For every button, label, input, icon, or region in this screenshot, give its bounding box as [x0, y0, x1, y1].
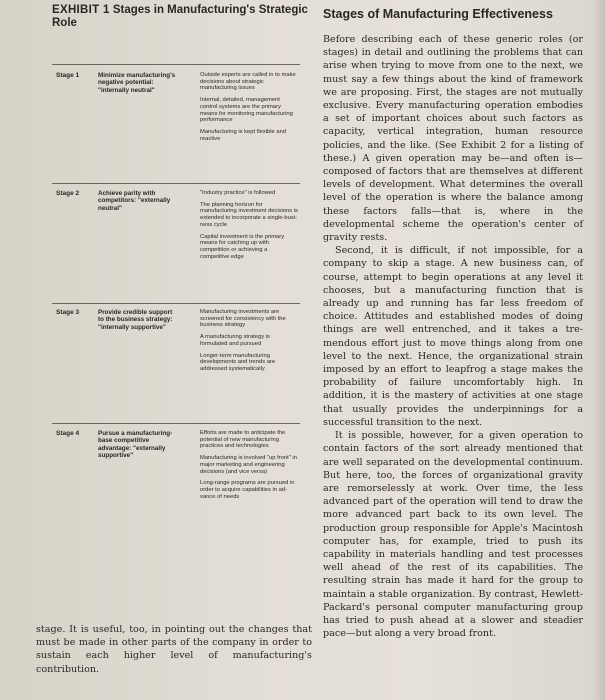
stage-row [52, 430, 304, 560]
stage-row [52, 309, 304, 421]
stage-item: Outside experts are called in to make decisions about strategic manufacturing issues [200, 72, 296, 92]
stage-number: Stage 4 [56, 430, 80, 437]
section-body [323, 33, 583, 640]
divider [52, 183, 300, 184]
exhibit-table [46, 2, 308, 610]
stage-number: Stage 3 [56, 309, 80, 316]
stage-item: Manufacturing is kept flexible and reactive [200, 128, 287, 142]
stage-number: Stage 1 [56, 72, 80, 79]
divider [52, 64, 300, 65]
stage-items [200, 430, 298, 505]
exhibit-title [52, 4, 308, 30]
divider [52, 303, 300, 304]
stage-item: Efforts are made to anticipate the potential of new manufacturing practices and technologies [200, 430, 286, 450]
stage-item: Longer-term manufacturing developments and trends are addressed systematically [200, 352, 276, 372]
paragraph: Before describing each of these generic roles (or stages) in detail and outlining the problems that can arise when trying to move from one to the next, we must say a few things about the kind of framework we are proposing. First, the stages are not mutually exclusive. Every manufacturing operation embodies a set of important choices about such factors as capacity, vertical integration, human resource policies, and the like. (See Exhibit 2 for a listing of these.) A given operation may be—and often is—composed of factors that are themselves at different levels of development. What determines the overall level of the operation is where the balance among these factors falls—that is, where in the developmental scheme the operation's center of gravity rests. [323, 34, 583, 244]
exhibit-caption: Stages in Manufacturing's Strategic Role [52, 4, 308, 29]
stage-item: Manufacturing investments are screened for consistency with the business strategy [200, 309, 286, 329]
divider [52, 423, 300, 424]
page-edge-shadow [591, 0, 605, 700]
section-heading: Stages of Manufacturing Effectiveness [323, 7, 553, 21]
paragraph: Second, it is difficult, if not impossible, for a company to skip a stage. A new business can, of course, attempt to begin operations at any level it chooses, but a manufacturing function that is already up and running has far less freedom of choice. Attitudes and established modes of doing things are well entrenched, and it takes a tremendous effort just to move things along from one level to the next. Hence, the organizational strain imposed by an effort to leapfrog a stage makes the probability of failure uncomfortably high. In addition, it is the mastery of activities at one stage that usually provides the underpinnings for a successful transition to the next. [323, 245, 583, 428]
stage-name: Achieve parity with competitors: "externally neutral" [98, 190, 171, 212]
stage-number: Stage 2 [56, 190, 80, 197]
stage-name: Minimize manufacturing's negative potential: "internally neutral" [98, 72, 176, 94]
stage-item: Internal, detailed, management control systems are the primary means for monitoring manufacturing performance [200, 97, 293, 124]
stage-row [52, 72, 304, 184]
stage-item: The planning horizon for manufacturing investment decisions is extended to incorporate a single-business cycle [200, 201, 298, 228]
stage-items [200, 72, 298, 147]
paragraph: It is possible, however, for a given operation to contain factors of the sort already mentioned that are well separated on the developmental continuum. But here, too, the forces of organizational gravity are remorselessly at work. Over time, the less advanced part of the operation will tend to draw the more advanced part back to its own level. The production group responsible for Apple's Macintosh computer has, for example, tried to push its capability in materials handling and test processes well ahead of the rest of its capabilities. The resulting strain has made it hard for the group to maintain a stable organization. By contrast, Hewlett-Packard's personal computer manufacturing group has tried to push ahead at a slower and steadier pace—but along a very broad front. [323, 430, 583, 640]
stage-items [200, 190, 298, 265]
stage-item: Manufacturing is involved "up front" in major marketing and engineering decisions (and vice versa) [200, 455, 297, 475]
right-column [323, 8, 583, 640]
stage-row [52, 190, 304, 300]
stage-item: A manufacturing strategy is formulated and pursued [200, 334, 270, 347]
stage-item: "Industry practice" is followed [200, 190, 276, 196]
stage-name: Provide credible support to the business strategy: "internally supportive" [98, 309, 173, 331]
stage-items [200, 309, 298, 378]
stage-name: Pursue a manufacturing-base competitive advantage: "externally supportive" [98, 430, 173, 459]
exhibit-label: EXHIBIT 1 [52, 4, 110, 16]
left-column-tail-text: stage. It is useful, too, in pointing out the changes that must be made in other parts of the company in order to sustain each higher level of manufacturing's contribution. [36, 624, 312, 675]
stage-item: Capital investment is the primary means for catching up with competition or achieving a competitive edge [200, 233, 285, 260]
stage-item: Long-range programs are pursued in order to acquire capabilities in advance of needs [200, 480, 295, 500]
